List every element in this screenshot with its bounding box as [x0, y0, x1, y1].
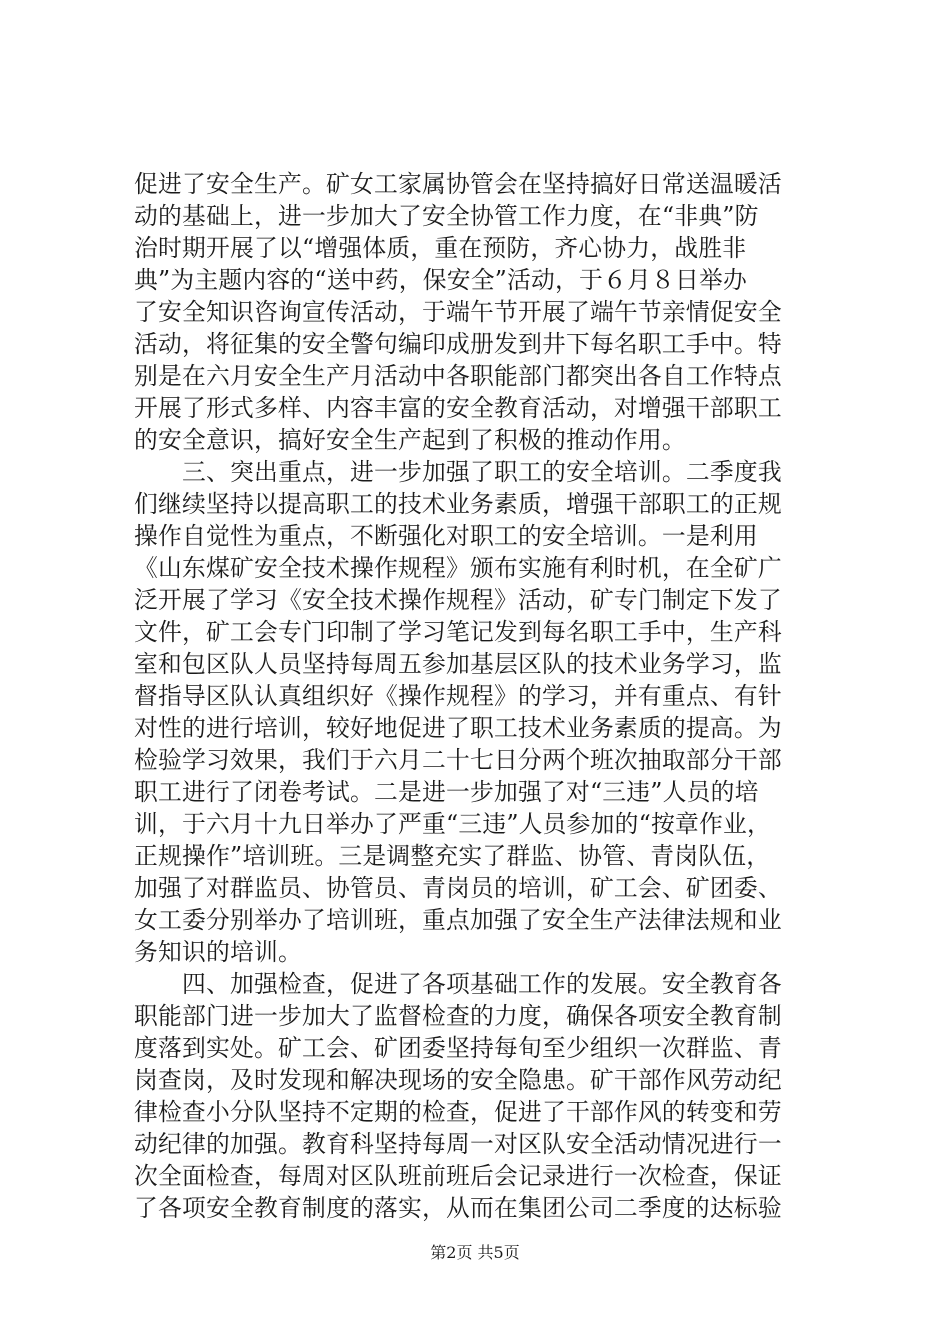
- text-line: 室和包区队人员坚持每周五参加基层区队的技术业务学习，监: [134, 650, 782, 678]
- page-footer: 第2页 共5页: [430, 1243, 520, 1262]
- text-line: 动纪律的加强。教育科坚持每周一对区队安全活动情况进行一: [134, 1130, 782, 1158]
- text-line: 操作自觉性为重点，不断强化对职工的安全培训。一是利用: [134, 522, 758, 550]
- text-line: 岗查岗，及时发现和解决现场的安全隐患。矿干部作风劳动纪: [134, 1066, 782, 1094]
- text-line: 次全面检查，每周对区队班前班后会记录进行一次检查，保证: [134, 1162, 782, 1190]
- text-line: 对性的进行培训，较好地促进了职工技术业务素质的提高。为: [134, 714, 782, 742]
- text-line: 度落到实处。矿工会、矿团委坚持每旬至少组织一次群监、青: [134, 1034, 782, 1062]
- text-line: 文件，矿工会专门印制了学习笔记发到每名职工手中，生产科: [134, 618, 782, 646]
- text-line: 正规操作”培训班。三是调整充实了群监、协管、青岗队伍，: [134, 842, 771, 870]
- text-line: 《山东煤矿安全技术操作规程》颁布实施有利时机，在全矿广: [134, 554, 782, 582]
- text-line: 加强了对群监员、协管员、青岗员的培训，矿工会、矿团委、: [134, 874, 782, 902]
- text-line: 促进了安全生产。矿女工家属协管会在坚持搞好日常送温暖活: [134, 170, 782, 198]
- text-line: 开展了形式多样、内容丰富的安全教育活动，对增强干部职工: [134, 394, 782, 422]
- text-line: 动的基础上，进一步加大了安全协管工作力度，在“非典”防: [134, 202, 759, 230]
- text-line: 三、突出重点，进一步加强了职工的安全培训。二季度我: [134, 458, 782, 486]
- text-line: 职工进行了闭卷考试。二是进一步加强了对“三违”人员的培: [134, 778, 759, 806]
- text-line: 律检查小分队坚持不定期的检查，促进了干部作风的转变和劳: [134, 1098, 782, 1126]
- text-line: 典”为主题内容的“送中药，保安全”活动，于６月８日举办: [134, 266, 748, 294]
- text-line: 督指导区队认真组织好《操作规程》的学习，并有重点、有针: [134, 682, 782, 710]
- text-line: 女工委分别举办了培训班，重点加强了安全生产法律法规和业: [134, 906, 782, 934]
- text-line: 泛开展了学习《安全技术操作规程》活动，矿专门制定下发了: [134, 586, 782, 614]
- text-line: 的安全意识，搞好安全生产起到了积极的推动作用。: [134, 426, 686, 454]
- text-line: 了各项安全教育制度的落实，从而在集团公司二季度的达标验: [134, 1194, 782, 1222]
- text-line: 四、加强检查，促进了各项基础工作的发展。安全教育各: [134, 970, 782, 998]
- text-line: 职能部门进一步加大了监督检查的力度，确保各项安全教育制: [134, 1002, 782, 1030]
- text-line: 们继续坚持以提高职工的技术业务素质，增强干部职工的正规: [134, 490, 782, 518]
- body-text: [134, 168, 824, 1224]
- text-line: 了安全知识咨询宣传活动，于端午节开展了端午节亲情促安全: [134, 298, 782, 326]
- text-line: 活动，将征集的安全警句编印成册发到井下每名职工手中。特: [134, 330, 782, 358]
- text-line: 治时期开展了以“增强体质，重在预防，齐心协力，战胜非: [134, 234, 747, 262]
- text-line: 检验学习效果，我们于六月二十七日分两个班次抽取部分干部: [134, 746, 782, 774]
- text-line: 务知识的培训。: [134, 938, 302, 966]
- text-line: 别是在六月安全生产月活动中各职能部门都突出各自工作特点: [134, 362, 782, 390]
- text-line: 训，于六月十九日举办了严重“三违”人员参加的“按章作业，: [134, 810, 772, 838]
